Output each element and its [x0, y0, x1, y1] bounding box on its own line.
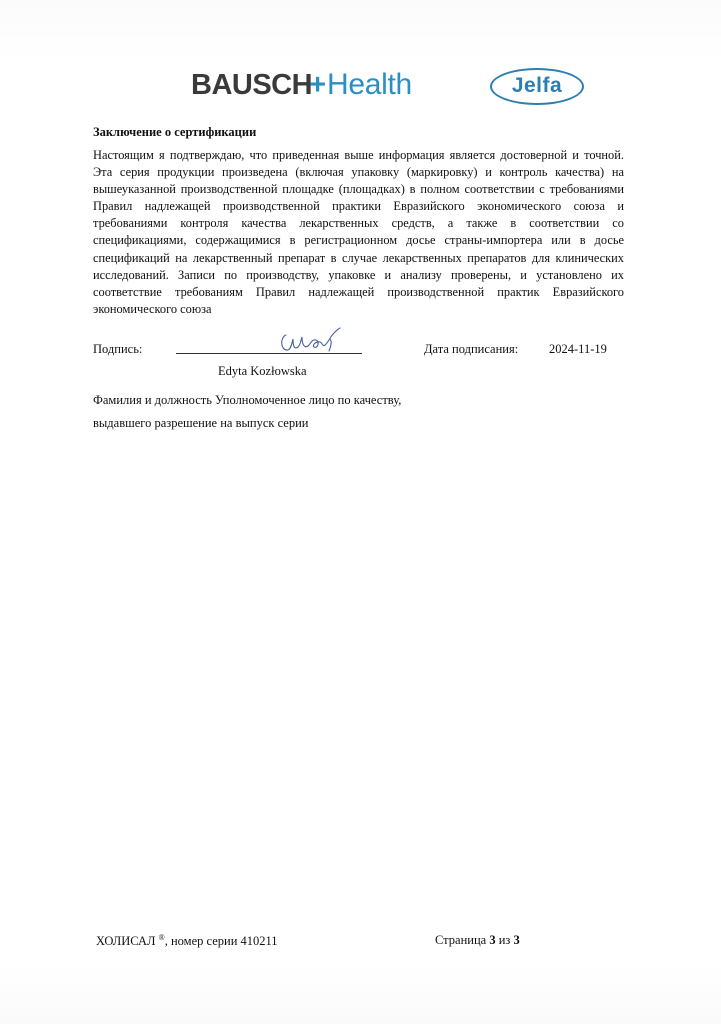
signer-name: Edyta Kozłowska: [218, 364, 307, 378]
logo-health-text: Health: [327, 68, 412, 101]
qualified-person-title-line1: Фамилия и должность Уполномоченное лицо по качеству,: [93, 393, 402, 407]
logo-jelfa-text: Jelfa: [511, 74, 563, 97]
registered-mark: ®: [158, 933, 165, 942]
footer-product-batch: [96, 933, 278, 949]
qualified-person-title-line2: выдавшего разрешение на выпуск серии: [93, 416, 309, 430]
certification-statement: Настоящим я подтверждаю, что приведенная выше информация является достоверной и точной. Эта серия продукции произведена (включая упаковку (маркировку) и контроль качества) на вышеуказанной производственной площадке (площадках) в полном соответствии с требованиями Правил надлежащей производственной практики Евразийского экономического союза и требованиями контроля качества лекарственных средств, а также в соответствии со спецификациями, содержащимися в регистрационном досье страны-импортера или в досье спецификаций на лекарственный препарат в случае лекарственных препаратов для клинических исследований. Записи по производству, упаковке и анализу проверены, и установлено их соответствие требованиям Правил надлежащей производственной практик Евразийского экономического союза: [93, 148, 624, 316]
page-current: 3: [489, 933, 496, 947]
logo-bausch-text: BAUSCH: [191, 69, 313, 101]
page-prefix: Страница: [435, 933, 490, 947]
footer-product-name: ХОЛИСАЛ: [96, 934, 156, 949]
signature-label: Подпись:: [93, 342, 143, 356]
logo-plus-mark: +: [309, 69, 326, 101]
handwritten-signature: [276, 323, 346, 355]
page-total: 3: [513, 933, 520, 947]
page-separator: из: [495, 933, 514, 947]
signing-date-label: Дата подписания:: [424, 342, 519, 356]
footer-batch-number: , номер серии 410211: [164, 934, 278, 949]
bausch-health-logo: [191, 68, 412, 102]
jelfa-logo: [490, 68, 584, 105]
signing-date-value: 2024-11-19: [549, 342, 607, 356]
section-heading: Заключение о сертификации: [93, 125, 257, 139]
footer-page-number: [435, 933, 520, 948]
